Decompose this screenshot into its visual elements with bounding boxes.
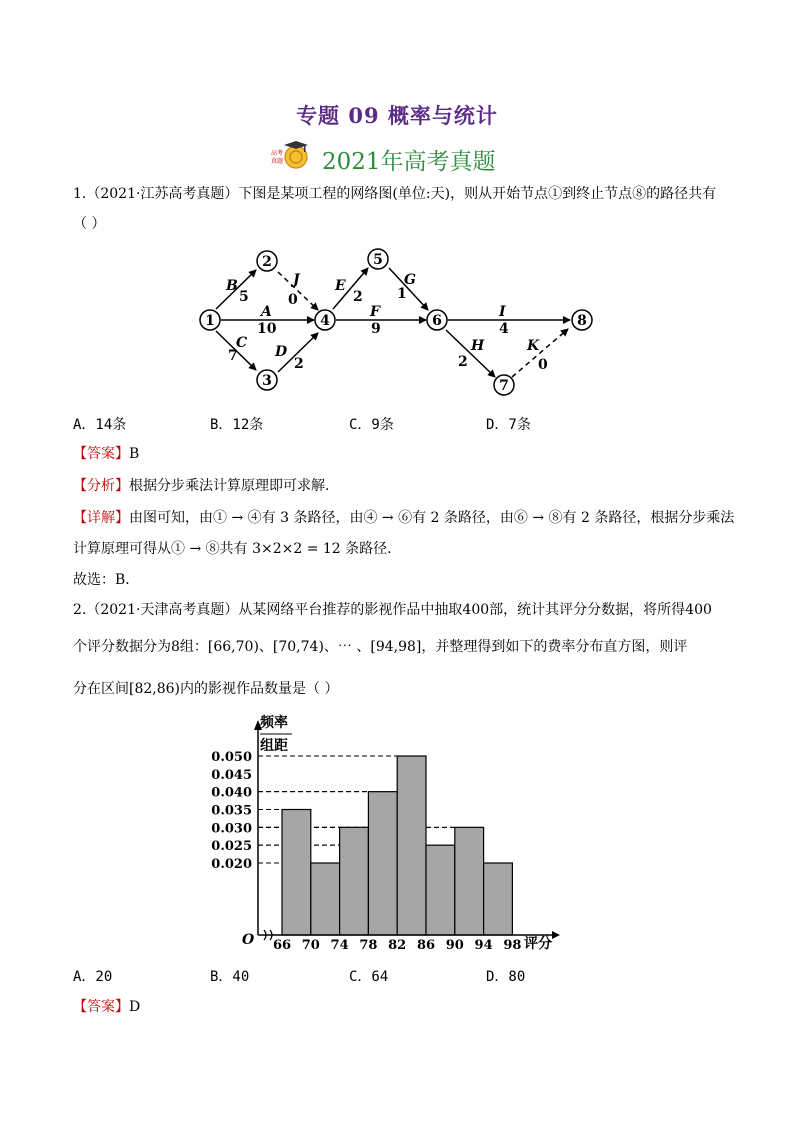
edge-weight: 5 <box>239 289 249 305</box>
edge-letter: A <box>261 304 272 320</box>
q2-option-a[interactable]: A．20 <box>73 969 113 985</box>
detail-tag: 【详解】 <box>73 510 129 526</box>
edge-letter: B <box>226 278 238 294</box>
node-label: 2 <box>262 254 272 270</box>
exam-logo-icon <box>268 139 318 173</box>
histogram-bar <box>311 863 340 935</box>
node-label: 5 <box>373 252 383 268</box>
x-axis-arrow <box>552 931 560 939</box>
edge-weight: 2 <box>458 354 468 370</box>
q2-stem-line3: 分在区间[82,86)内的影视作品数量是（ ） <box>73 681 339 697</box>
q1-stem-line2: （ ） <box>73 216 106 232</box>
histogram-bar <box>368 792 397 935</box>
y-tick-label: 0.045 <box>211 767 252 783</box>
q1-analysis <box>73 476 329 496</box>
x-axis-label: 评分 <box>524 936 552 952</box>
edge-letter: E <box>335 278 346 294</box>
edge-weight: 2 <box>294 356 304 372</box>
y-tick-label: 0.035 <box>211 803 252 819</box>
q1-choice: 故选：B． <box>73 572 140 588</box>
node-label: 1 <box>205 313 215 329</box>
svg-text:高考: 高考 <box>271 150 284 157</box>
page-title: 专题 09 概率与统计 <box>296 103 498 128</box>
detail-text: 由图可知，由① → ④有 3 条路径，由④ → ⑥有 2 条路径，由⑥ → ⑧有 2 条路径，根据分步乘法 <box>129 510 735 526</box>
origin-label: O <box>242 932 255 948</box>
edge-letter: D <box>275 344 288 360</box>
x-tick-label: 94 <box>474 938 493 953</box>
x-tick-label: 74 <box>330 938 349 953</box>
y-tick-label: 0.020 <box>211 857 252 872</box>
edge-weight: 9 <box>371 321 381 337</box>
x-tick-label: 86 <box>416 938 436 953</box>
node-label: 8 <box>577 313 587 329</box>
histogram-bar <box>426 845 455 935</box>
y-label-top: 频率 <box>260 715 288 731</box>
edge-letter: F <box>370 304 380 320</box>
edge-letter: I <box>499 304 506 320</box>
answer-value: D <box>129 999 141 1015</box>
q2-option-c[interactable]: C．64 <box>349 969 389 985</box>
y-tick-label: 0.025 <box>211 839 252 855</box>
analysis-text: 根据分步乘法计算原理即可求解. <box>129 478 330 494</box>
edge-letter: G <box>404 272 416 288</box>
q2-answer <box>73 997 140 1017</box>
q1-detail-line1 <box>73 508 753 528</box>
q2-stem-line2: 个评分数据分为8组：[66,70)、[70,74)、⋯ 、[94,98]，并整理得到如下的费率分布直方图，则评 <box>73 639 688 655</box>
node-label: 3 <box>262 373 272 389</box>
answer-value: B <box>129 446 140 462</box>
x-tick-label: 98 <box>503 938 522 953</box>
q1-option-a[interactable]: A．14条 <box>73 417 127 433</box>
q2-option-d[interactable]: D．80 <box>486 969 526 985</box>
edge-letter: J <box>293 272 300 288</box>
edge-weight: 2 <box>353 289 363 305</box>
answer-tag: 【答案】 <box>73 999 129 1015</box>
node-label: 7 <box>499 378 509 394</box>
y-tick-label: 0.030 <box>211 821 252 837</box>
histogram-bar <box>397 756 426 935</box>
edge-letter: H <box>471 338 485 354</box>
histogram-bar <box>455 827 484 935</box>
q2-histogram <box>200 708 580 958</box>
x-tick-label: 78 <box>359 938 378 953</box>
q1-option-c[interactable]: C．9条 <box>349 417 394 433</box>
histogram-bar <box>340 827 369 935</box>
x-tick-label: 90 <box>445 938 464 953</box>
q1-answer <box>73 444 139 464</box>
q1-option-d[interactable]: D．7条 <box>486 417 531 433</box>
q1-network-diagram <box>190 240 610 400</box>
x-tick-label: 82 <box>388 938 407 953</box>
answer-tag: 【答案】 <box>73 446 129 462</box>
edge-letter: C <box>236 335 248 351</box>
analysis-tag: 【分析】 <box>73 478 129 494</box>
y-tick-label: 0.040 <box>211 785 252 801</box>
node-label: 4 <box>320 313 330 329</box>
edge-weight: 0 <box>538 357 548 373</box>
page-subtitle: 2021年高考真题 <box>322 149 496 175</box>
q1-detail-line2: 计算原理可得从① → ⑧共有 3×2×2 = 12 条路径. <box>73 541 392 557</box>
x-tick-label: 66 <box>272 938 292 953</box>
x-tick-label: 70 <box>301 938 320 953</box>
y-tick-label: 0.050 <box>211 750 252 765</box>
edge-weight: 10 <box>257 321 277 337</box>
histogram-bar <box>484 863 513 935</box>
q2-stem-line1: 2.（2021·天津高考真题）从某网络平台推荐的影视作品中抽取400部，统计其评分分数据，将所得400 <box>73 602 712 618</box>
svg-text:真题: 真题 <box>271 158 284 165</box>
edge-weight: 0 <box>288 292 298 308</box>
edge-weight: 7 <box>228 348 238 364</box>
q1-option-b[interactable]: B．12条 <box>210 417 264 433</box>
q1-stem-line1: 1.（2021·江苏高考真题）下图是某项工程的网络图(单位:天)，则从开始节点①到终止节点⑧的路径共有 <box>73 186 717 202</box>
edge-weight: 4 <box>499 321 509 337</box>
q2-option-b[interactable]: B．40 <box>210 969 250 985</box>
node-label: 6 <box>432 313 442 329</box>
edge-letter: K <box>527 338 540 354</box>
edge-weight: 1 <box>397 286 407 302</box>
y-label-bottom: 组距 <box>260 738 288 754</box>
histogram-bar <box>282 810 311 936</box>
